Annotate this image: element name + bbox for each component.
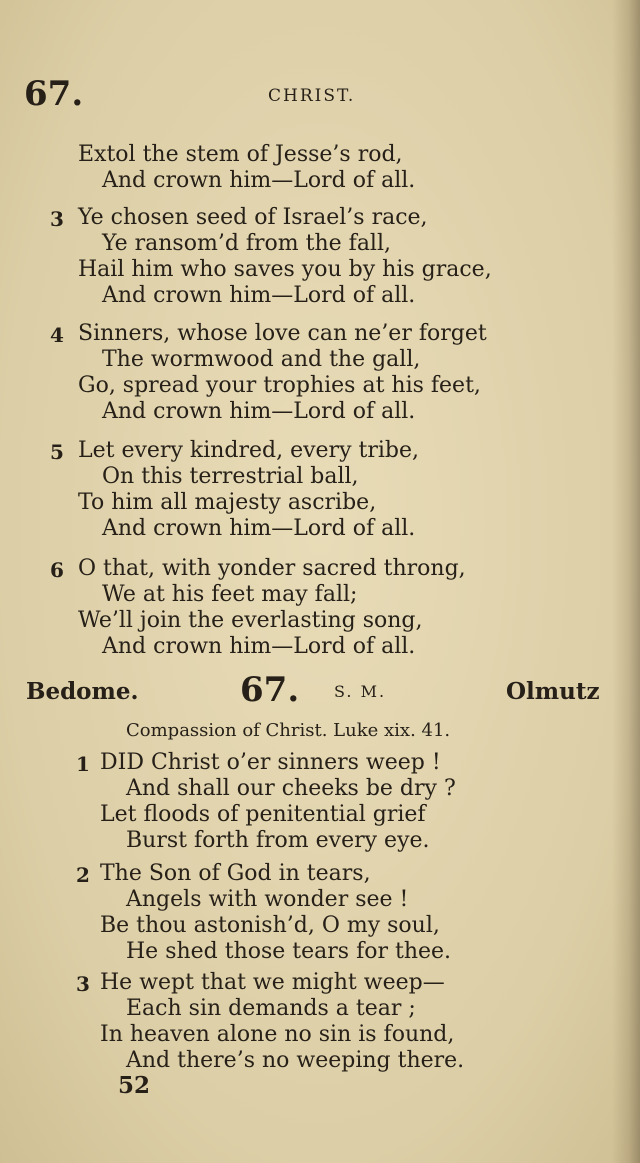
verse-line: Angels with wonder see ! — [126, 887, 409, 912]
verse-line: And crown him—Lord of all. — [102, 283, 416, 308]
verse-line: And crown him—Lord of all. — [102, 634, 416, 659]
verse-line: And crown him—Lord of all. — [102, 399, 416, 424]
hymn-subtitle: Compassion of Christ. Luke xix. 41. — [126, 720, 451, 741]
stanza-number: 6 — [50, 558, 64, 582]
tune-name-right: Olmutz — [506, 678, 600, 705]
verse-line: Each sin demands a tear ; — [126, 996, 416, 1021]
stanza-number: 1 — [76, 752, 90, 776]
verse-line: Sinners, whose love can ne’er forget — [78, 321, 487, 346]
verse-line: On this terrestrial ball, — [102, 464, 359, 489]
verse-line: And shall our cheeks be dry ? — [126, 776, 456, 801]
hymn-meter: S. M. — [334, 682, 387, 701]
verse-line: Let every kindred, every tribe, — [78, 438, 419, 463]
verse-line: And crown him—Lord of all. — [102, 168, 416, 193]
hymn-number: 67. — [240, 670, 300, 710]
stanza-number: 5 — [50, 440, 64, 464]
verse-line: Hail him who saves you by his grace, — [78, 257, 492, 282]
verse-line: Burst forth from every eye. — [126, 828, 430, 853]
hymn-number-header: 67. — [24, 74, 84, 114]
running-title: CHRIST. — [268, 86, 356, 106]
verse-line: Let floods of penitential grief — [100, 802, 426, 827]
verse-line: To him all majesty ascribe, — [78, 490, 377, 515]
verse-line: He shed those tears for thee. — [126, 939, 452, 964]
verse-line: Ye chosen seed of Israel’s race, — [78, 205, 428, 230]
page-number-footer: 52 — [118, 1072, 151, 1099]
verse-line: In heaven alone no sin is found, — [100, 1022, 455, 1047]
stanza-number: 3 — [76, 972, 90, 996]
verse-line: Ye ransom’d from the fall, — [102, 231, 391, 256]
verse-line: Be thou astonish’d, O my soul, — [100, 913, 440, 938]
stanza-number: 4 — [50, 323, 64, 347]
verse-line: And crown him—Lord of all. — [102, 516, 416, 541]
verse-line: Go, spread your trophies at his feet, — [78, 373, 481, 398]
verse-line: The wormwood and the gall, — [102, 347, 421, 372]
verse-line: He wept that we might weep— — [100, 970, 445, 995]
verse-line: We’ll join the everlasting song, — [78, 608, 423, 633]
verse-line: O that, with yonder sacred throng, — [78, 556, 466, 581]
verse-line: DID Christ o’er sinners weep ! — [100, 750, 441, 775]
page-edge-shadow — [612, 0, 640, 1163]
stanza-number: 3 — [50, 207, 64, 231]
tune-name-left: Bedome. — [26, 678, 139, 705]
verse-line: We at his feet may fall; — [102, 582, 358, 607]
stanza-number: 2 — [76, 863, 90, 887]
verse-line: Extol the stem of Jesse’s rod, — [78, 142, 403, 167]
verse-line: And there’s no weeping there. — [126, 1048, 465, 1073]
verse-line: The Son of God in tears, — [100, 861, 371, 886]
